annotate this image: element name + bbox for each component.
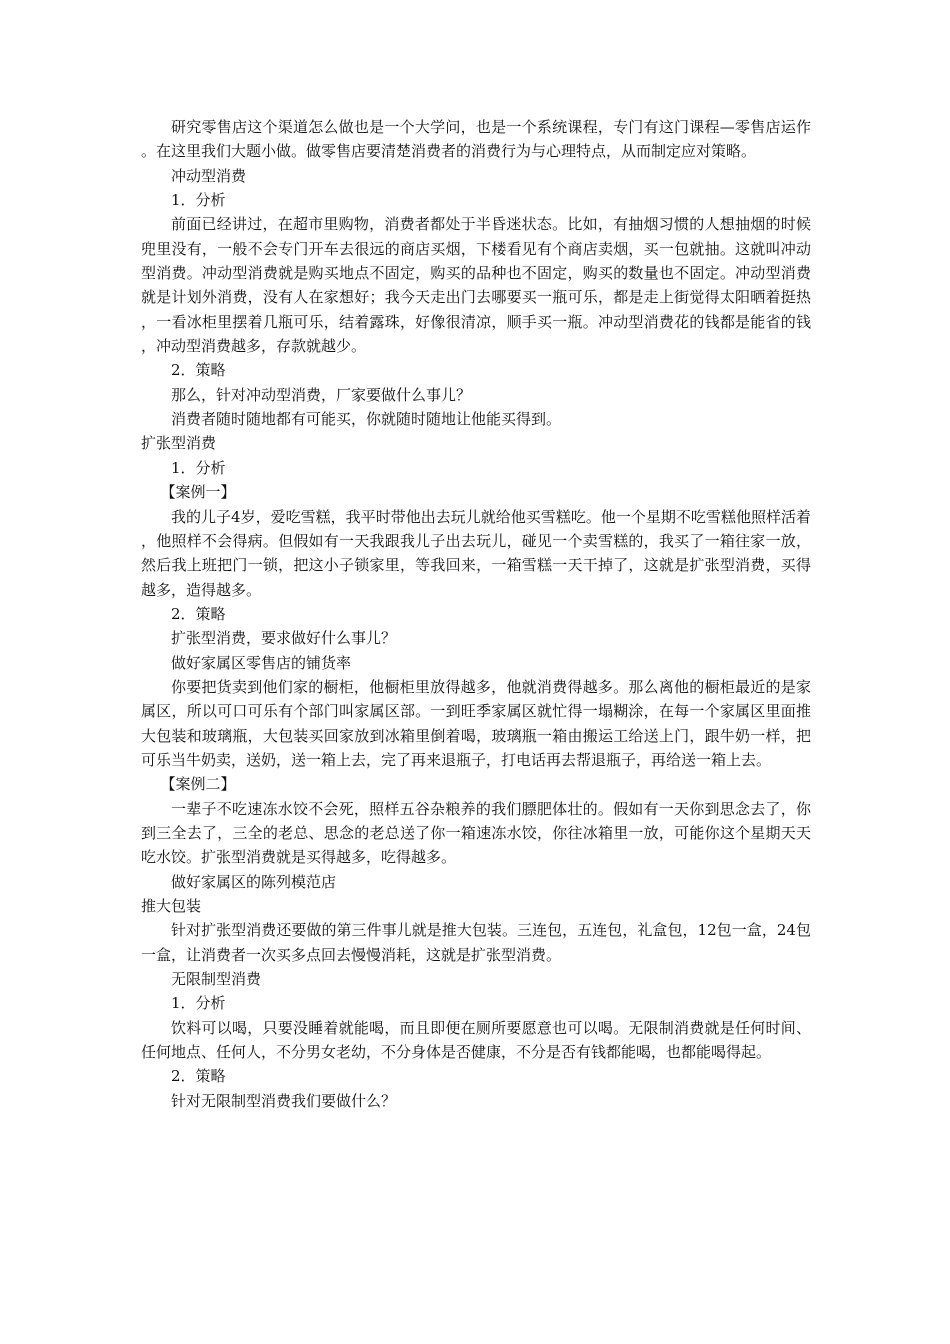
section-heading: 扩张型消费 [141,434,217,453]
document-page [141,115,811,1113]
paragraph: 针对无限制型消费我们要做什么？ [171,1091,397,1110]
section-heading: 无限制型消费 [171,970,262,989]
paragraph: 做好家属区零售店的铺货率 [171,653,352,672]
subheading: 1．分析 [171,191,226,210]
subheading: 2．策略 [171,1067,226,1086]
paragraph: 研究零售店这个渠道怎么做也是一个大学问，也是一个系统课程，专门有这门课程—零售店运作。在这里我们大题小做。做零售店要清楚消费者的消费行为与心理特点，从而制定应对策略。 [141,118,811,161]
paragraph: 你要把货卖到他们家的橱柜，他橱柜里放得越多，他就消费得越多。那么离他的橱柜最近的是家属区，所以可口可乐有个部门叫家属区部。一到旺季家属区就忙得一塌糊涂，在每一个家属区里面推大包装和玻璃瓶，大包装买回家放到冰箱里倒着喝，玻璃瓶一箱由搬运工给送上门，跟牛奶一样，把可乐当牛奶卖，送奶，送一箱上去，完了再来退瓶子，打电话再去帮退瓶子，再给送一箱上去。 [141,677,811,769]
section-heading: 推大包装 [141,897,202,915]
subheading: 1．分析 [171,458,226,477]
paragraph: 消费者随时随地都有可能买，你就随时随地让他能买得到。 [171,410,562,429]
paragraph: 饮料可以喝，只要没睡着就能喝，而且即便在厕所要愿意也可以喝。无限制消费就是任何时间、任何地点、任何人，不分男女老幼，不分身体是否健康，不分是否有钱都能喝，也都能喝得起。 [141,1018,811,1062]
paragraph: 我的儿子4岁，爱吃雪糕，我平时带他出去玩儿就给他买雪糕吃。他一个星期不吃雪糕他照样活着，他照样不会得病。但假如有一天我跟我儿子出去玩儿，碰见一个卖雪糕的，我买了一箱往家一放，然后我上班把门一锁，把这小子锁家里，等我回来，一箱雪糕一天干掉了，这就是扩张型消费，买得越多，造得越多。 [141,507,811,599]
subheading: 2．策略 [171,604,226,623]
subheading: 1．分析 [171,994,226,1013]
paragraph: 做好家属区的陈列模范店 [171,872,337,891]
case-label: 【案例一】 [160,483,236,502]
subheading: 2．策略 [171,361,226,380]
paragraph: 扩张型消费，要求做好什么事儿？ [171,629,397,648]
paragraph: 针对扩张型消费还要做的第三件事儿就是推大包装。三连包，五连包，礼盒包，12包一盒，24包一盒，让消费者一次买多点回去慢慢消耗，这就是扩张型消费。 [141,921,811,964]
paragraph: 一辈子不吃速冻水饺不会死，照样五谷杂粮养的我们膘肥体壮的。假如有一天你到思念去了，你到三全去了，三全的老总、思念的老总送了你一箱速冻水饺，你往冰箱里一放，可能你这个星期天天吃水饺。扩张型消费就是买得越多，吃得越多。 [141,799,811,867]
section-heading: 冲动型消费 [171,166,247,185]
case-label: 【案例二】 [160,775,236,794]
paragraph: 前面已经讲过，在超市里购物，消费者都处于半昏迷状态。比如，有抽烟习惯的人想抽烟的时候兜里没有，一般不会专门开车去很远的商店买烟，下楼看见有个商店卖烟，买一包就抽。这就叫冲动型消费。冲动型消费就是购买地点不固定，购买的品种也不固定，购买的数量也不固定。冲动型消费就是计划外消费，没有人在家想好；我今天走出门去哪要买一瓶可乐，都是走上街觉得太阳晒着挺热，一看冰柜里摆着几瓶可乐，结着露珠，好像很清凉，顺手买一瓶。冲动型消费花的钱都是能省的钱，冲动型消费越多，存款就越少。 [141,215,811,356]
paragraph: 那么，针对冲动型消费，厂家要做什么事儿？ [171,385,472,404]
